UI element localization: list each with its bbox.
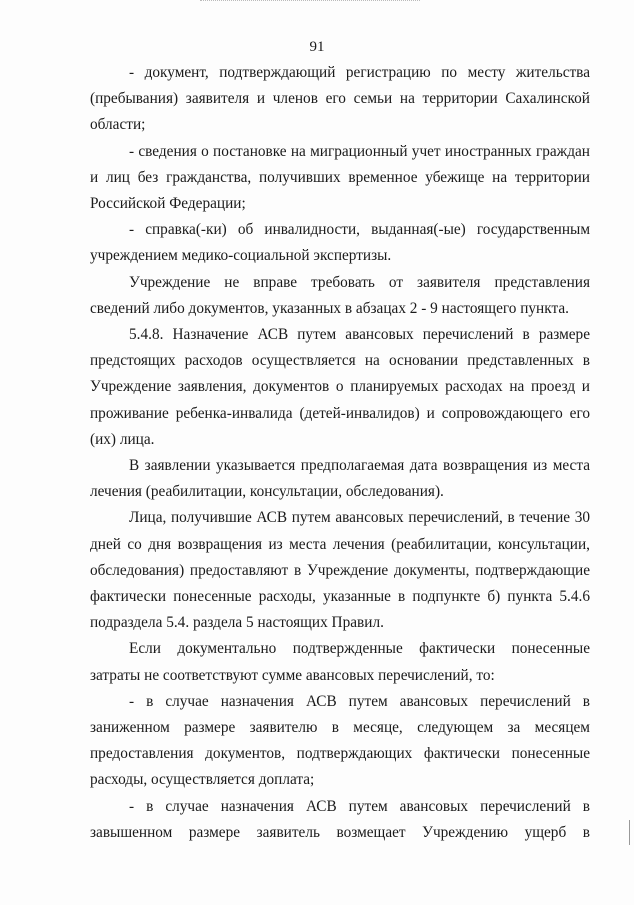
paragraph-10: - в случае назначения АСВ путем авансовых перечислений в завышенном размере заявитель возмещает Учреждению ущерб в	[90, 797, 590, 841]
paragraph-4: Учреждение не вправе требовать от заявителя представления сведений либо документов, указанных в абзацах 2 - 9 настоящего пункта.	[90, 273, 590, 317]
paragraph-6: В заявлении указывается предполагаемая дата возвращения из места лечения (реабилитации, консультации, обследования).	[90, 457, 590, 501]
paragraph-9: - в случае назначения АСВ путем авансовых перечислений в заниженном размере заявителю в месяце, следующем за месяцем предоставления документов, подтверждающих фактически понесенные расходы, осуществляется доплата;	[90, 692, 590, 789]
paragraph-3: - справка(-ки) об инвалидности, выданная(-ые) государственным учреждением медико-социальной экспертизы.	[90, 221, 590, 265]
scan-edge-right	[629, 820, 630, 845]
scan-edge-top	[200, 0, 420, 4]
paragraph-2: - сведения о постановке на миграционный учет иностранных граждан и лиц без гражданства, получивших временное убежище на территории Российской Федерации;	[90, 142, 590, 213]
paragraph-8: Если документально подтвержденные фактически понесенные затраты не соответствуют сумме авансовых перечислений, то:	[90, 640, 590, 684]
paragraph-7: Лица, получившие АСВ путем авансовых перечислений, в течение 30 дней со дня возвращения из места лечения (реабилитации, консультации, обследования) предоставляют в Учреждение документы, подтверждающие фактически понесенные расходы, указанные в подпункте б) пункта 5.4.6 подраздела 5.4. раздела 5 настоящих Правил.	[90, 509, 590, 632]
paragraph-5: 5.4.8. Назначение АСВ путем авансовых перечислений в размере предстоящих расходов осуществляется на основании представленных в Учреждение заявления, документов о планируемых расходах на проезд и проживание ребенка-инвалида (детей-инвалидов) и сопровождающего его (их) лица.	[90, 326, 590, 448]
body-text	[90, 60, 590, 846]
paragraph-1: - документ, подтверждающий регистрацию по месту жительства (пребывания) заявителя и членов его семьи на территории Сахалинской области;	[90, 64, 590, 134]
page-number: 91	[309, 39, 325, 55]
